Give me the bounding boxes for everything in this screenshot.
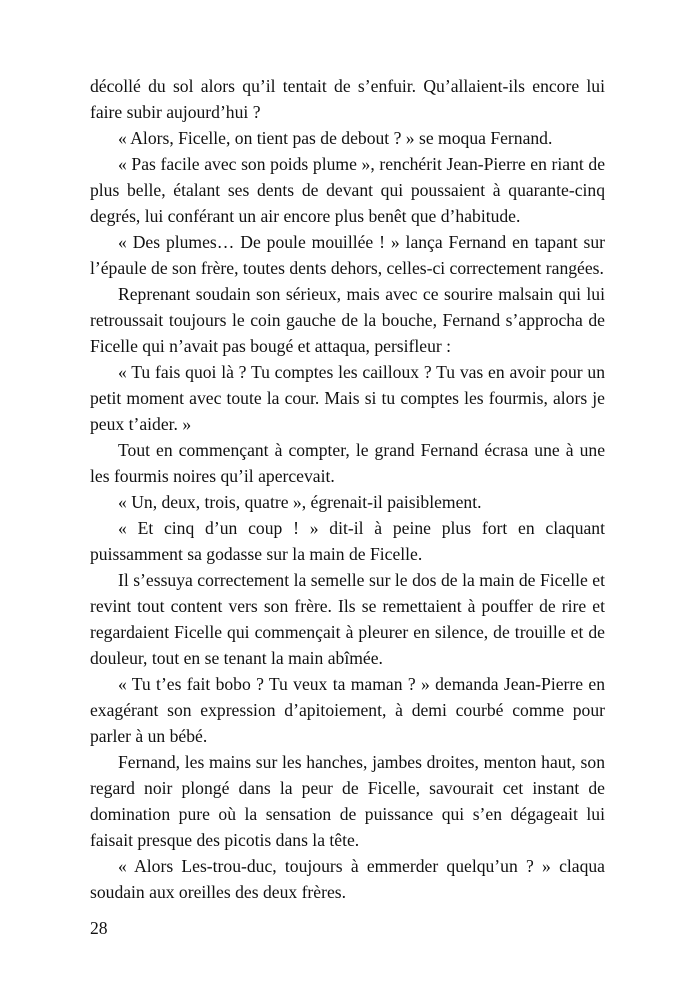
paragraph: « Alors Les-trou-duc, toujours à emmerder quelqu’un ? » claqua soudain aux oreilles des deux frères.: [90, 856, 605, 902]
paragraph: Tout en commençant à compter, le grand Fernand écrasa une à une les fourmis noires qu’il apercevait.: [90, 440, 605, 486]
paragraph: « Des plumes… De poule mouillée ! » lança Fernand en tapant sur l’épaule de son frère, toutes dents dehors, celles-ci correctement rangées.: [90, 232, 605, 278]
paragraph: « Tu t’es fait bobo ? Tu veux ta maman ? » demanda Jean-Pierre en exagérant son expression d’apitoiement, à demi courbé comme pour parler à un bébé.: [90, 674, 605, 746]
paragraph: Fernand, les mains sur les hanches, jambes droites, menton haut, son regard noir plongé dans la peur de Ficelle, savourait cet instant de domination pure où la sensation de puissance qui s’en dégageait lui faisait presque des picotis dans la tête.: [90, 752, 605, 850]
paragraph: « Un, deux, trois, quatre », égrenait-il paisiblement.: [118, 492, 482, 512]
paragraph: Il s’essuya correctement la semelle sur le dos de la main de Ficelle et revint tout content vers son frère. Ils se remettaient à pouffer de rire et regardaient Ficelle qui commençait à pleurer en silence, de trouille et de douleur, tout en se tenant la main abîmée.: [90, 570, 605, 668]
page-body: [90, 73, 605, 905]
paragraph: « Alors, Ficelle, on tient pas de debout ? » se moqua Fernand.: [118, 128, 553, 148]
paragraph: « Et cinq d’un coup ! » dit-il à peine plus fort en claquant puissamment sa godasse sur la main de Ficelle.: [90, 518, 605, 564]
paragraph: Reprenant soudain son sérieux, mais avec ce sourire malsain qui lui retroussait toujours le coin gauche de la bouche, Fernand s’approcha de Ficelle qui n’avait pas bougé et attaqua, persifleur :: [90, 284, 605, 356]
paragraph: « Pas facile avec son poids plume », renchérit Jean-Pierre en riant de plus belle, étalant ses dents de devant qui poussaient à quarante-cinq degrés, lui conférant un air encore plus benêt que d’habitude.: [90, 154, 605, 226]
page-number: 28: [90, 918, 108, 938]
paragraph: décollé du sol alors qu’il tentait de s’enfuir. Qu’allaient-ils encore lui faire subir aujourd’hui ?: [90, 76, 605, 122]
paragraph: « Tu fais quoi là ? Tu comptes les cailloux ? Tu vas en avoir pour un petit moment avec toute la cour. Mais si tu comptes les fourmis, alors je peux t’aider. »: [90, 362, 605, 434]
